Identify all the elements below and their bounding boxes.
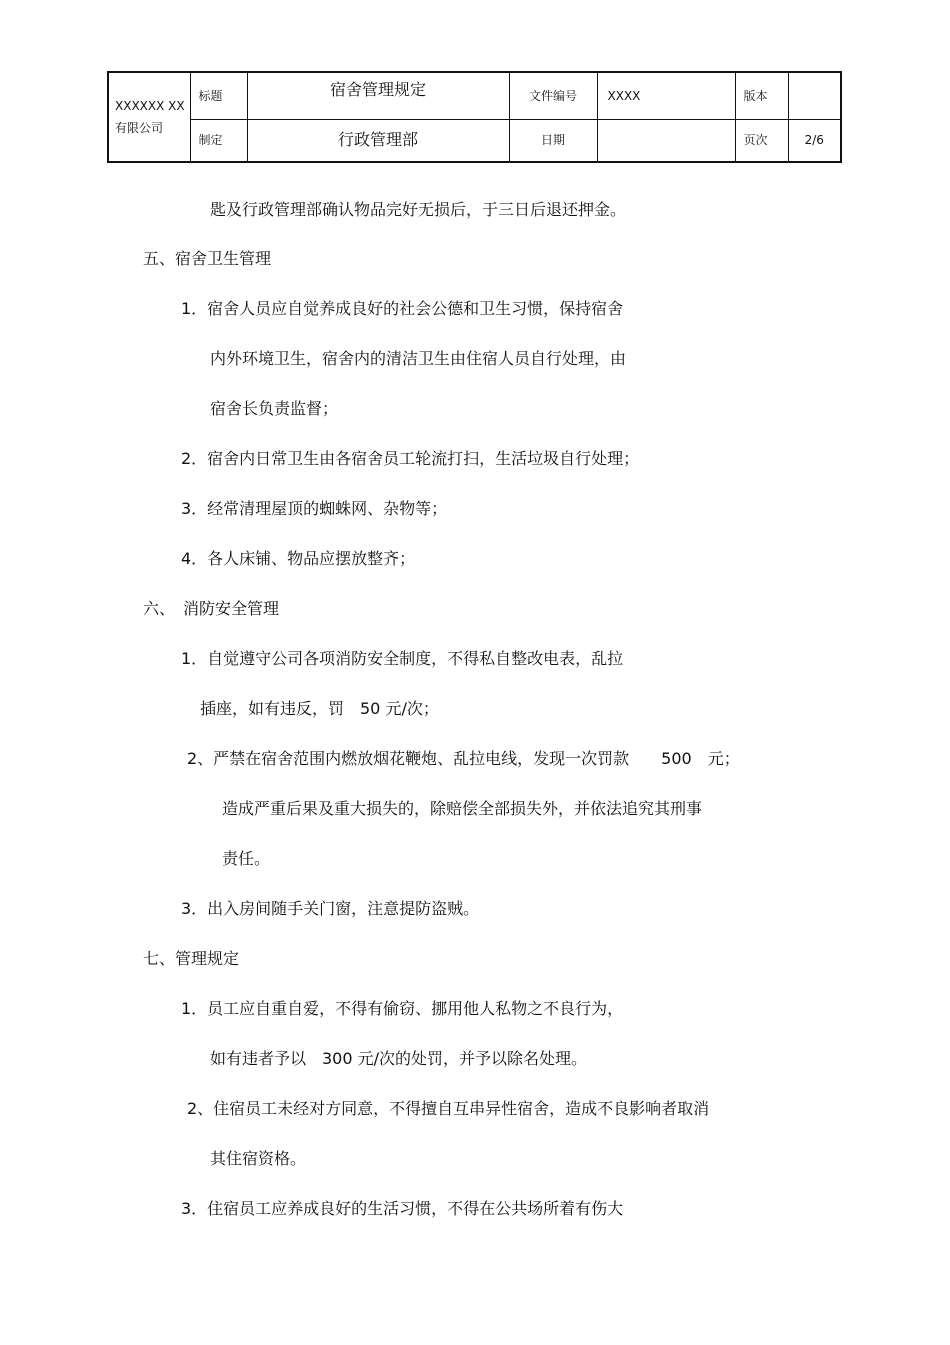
date-label: 日期 (509, 119, 597, 162)
date-value (597, 119, 735, 162)
version-value (788, 72, 841, 119)
list-item: 3．住宿员工应养成良好的生活习惯，不得在公共场所着有伤大 (181, 1199, 624, 1218)
doc-number-label: 文件编号 (509, 72, 597, 119)
list-item: 2、严禁在宿舍范围内燃放烟花鞭炮、乱拉电线，发现一次罚款 500 元； (187, 749, 740, 768)
paragraph-line: 其住宿资格。 (210, 1149, 307, 1168)
list-item: 2．宿舍内日常卫生由各宿舍员工轮流打扫，生活垃圾自行处理； (181, 449, 640, 468)
document-title: 宿舍管理规定 (247, 72, 509, 119)
company-name: XXXXXX XX 有限公司 (108, 72, 190, 162)
list-item: 2、住宿员工未经对方同意，不得擅自互串异性宿舍，造成不良影响者取消 (187, 1099, 710, 1118)
list-item: 4．各人床铺、物品应摆放整齐； (181, 549, 416, 568)
paragraph-line: 造成严重后果及重大损失的，除赔偿全部损失外，并依法追究其刑事 (222, 799, 703, 818)
made-by-value: 行政管理部 (247, 119, 509, 162)
paragraph-line: 匙及行政管理部确认物品完好无损后，于三日后退还押金。 (210, 200, 627, 219)
page-number: 2/6 (788, 119, 841, 162)
paragraph-line: 如有违者予以 300 元/次的处罚，并予以除名处理。 (210, 1049, 588, 1068)
list-item: 1．员工应自重自爱，不得有偷窃、挪用他人私物之不良行为， (181, 999, 624, 1018)
paragraph-line: 内外环境卫生，宿舍内的清洁卫生由住宿人员自行处理，由 (210, 349, 627, 368)
paragraph-line: 责任。 (222, 849, 271, 868)
section-heading-fire-safety: 六、 消防安全管理 (143, 599, 280, 618)
version-label: 版本 (735, 72, 788, 119)
list-item: 3．经常清理屋顶的蜘蛛网、杂物等； (181, 499, 448, 518)
page-label: 页次 (735, 119, 788, 162)
paragraph-line: 宿舍长负责监督； (210, 399, 339, 418)
list-item: 3．出入房间随手关门窗，注意提防盗贼。 (181, 899, 480, 918)
section-heading-management: 七、管理规定 (143, 949, 240, 968)
doc-number-value: XXXX (597, 72, 735, 119)
paragraph-line: 插座，如有违反，罚 50 元/次； (200, 699, 439, 718)
section-heading-hygiene: 五、宿舍卫生管理 (143, 249, 272, 268)
document-header-table (107, 71, 842, 163)
list-item: 1．自觉遵守公司各项消防安全制度，不得私自整改电表，乱拉 (181, 649, 624, 668)
title-label: 标题 (190, 72, 247, 119)
made-by-label: 制定 (190, 119, 247, 162)
list-item: 1．宿舍人员应自觉养成良好的社会公德和卫生习惯，保持宿舍 (181, 299, 624, 318)
